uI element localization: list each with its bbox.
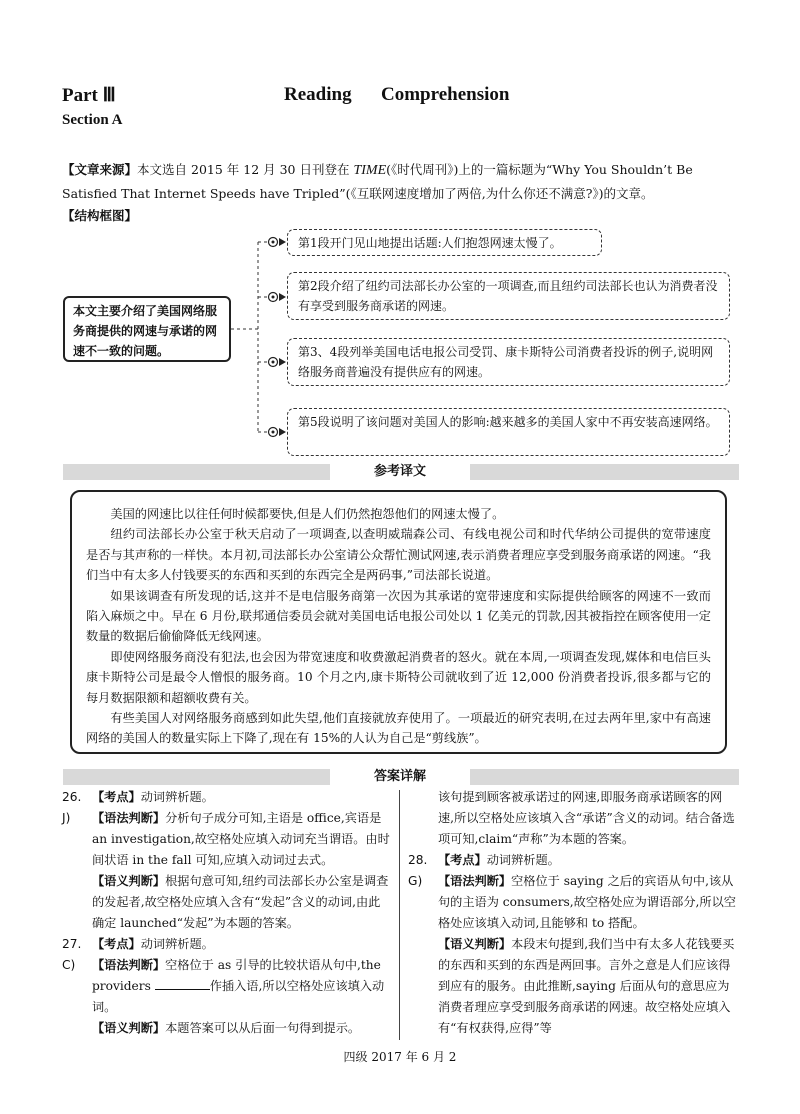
answer-tag: 【语义判断】 [92, 1021, 166, 1035]
answer-tag: 【考点】 [92, 937, 141, 951]
structure-item-4: 第5段说明了该问题对美国人的影响:越来越多的美国人家中不再安装高速网络。 [287, 408, 730, 456]
answer-text: 动词辨析题。 [140, 937, 214, 951]
answer-text: 本段末句提到,我们当中有太多人花钱要买的东西和买到的东西是两回事。言外之意是人们应该得到应有的服务。由此推断,saying 后面从句的意思应为消费者理应享受到服务商承诺的网速。故空格处应填入有“有权获得,应得”等 [438, 937, 735, 1035]
answers-left-column [62, 787, 390, 1039]
section-label: Section A [62, 112, 123, 128]
answer-key: 26. [62, 790, 82, 804]
answer-tag: 【考点】 [438, 853, 487, 867]
answers-title: 答案详解 [330, 769, 470, 785]
answer-row [62, 934, 390, 955]
answer-key: J) [62, 811, 71, 825]
source-text-2: (《时代周刊》)上的一篇标题为“Why You Shouldn’t Be Satisfied That Internet Speeds have Tripled”(《互联网速度增加了两倍,为什么你还不满意?》)的文章。 [62, 162, 693, 201]
answer-row [62, 1018, 390, 1039]
answer-text: 作插入语,所以空格处应该填入动词。 [92, 979, 385, 1014]
answer-key [408, 934, 438, 1039]
answer-row [62, 871, 390, 934]
answer-key: C) [62, 958, 76, 972]
answer-tag: 【语义判断】 [438, 937, 512, 951]
source-magazine: TIME [353, 163, 387, 178]
translation-title: 参考译文 [330, 464, 470, 480]
answer-key: G) [408, 874, 423, 888]
answer-text: 该句提到顾客被承诺过的网速,即服务商承诺顾客的网速,所以空格处应该填入含“承诺”含义的动词。结合备选项可知,claim“声称”为本题的答案。 [438, 790, 735, 846]
answer-text: 空格位于 saying 之后的宾语从句中,该从句的主语为 consumers,故空格处应为谓语部分,所以空格处应该填入动词,且能够和 to 搭配。 [438, 874, 736, 930]
answer-tag: 【语义判断】 [92, 874, 166, 888]
answer-key [62, 1018, 92, 1039]
structure-item-2: 第2段介绍了纽约司法部长办公室的一项调查,而且纽约司法部长也认为消费者没有享受到服务商承诺的网速。 [287, 272, 730, 320]
answer-tag: 【语法判断】 [92, 811, 166, 825]
answer-key [408, 787, 438, 850]
translation-paragraph: 如果该调查有所发现的话,这并不是电信服务商第一次因为其承诺的宽带速度和实际提供给顾客的网速不一致而陷入麻烦之中。早在 6 月份,联邦通信委员会就对美国电话电报公司处以 1 亿美元的罚款,因其被指控在顾客使用一定数量的数据后偷偷降低无线网速。 [86, 588, 711, 644]
answer-tag: 【考点】 [92, 790, 141, 804]
answer-key [62, 871, 92, 934]
answer-row [62, 808, 390, 871]
structure-label: 【结构框图】 [62, 208, 138, 223]
answer-row [408, 871, 738, 934]
answer-blank [155, 977, 210, 990]
translation-paragraph: 有些美国人对网络服务商感到如此失望,他们直接就放弃使用了。一项最近的研究表明,在过去两年里,家中有高速网络的美国人的数量实际上下降了,现在有 15%的人认为自己是“剪线族”。 [86, 711, 711, 746]
answer-text: 根据句意可知,纽约司法部长办公室是调查的发起者,故空格处应填入含有“发起”含义的动词,由此确定 launched“发起”为本题的答案。 [92, 874, 389, 930]
translation-paragraph: 美国的网速比以往任何时候都要快,但是人们仍然抱怨他们的网速太慢了。 [110, 507, 505, 521]
column-divider [399, 790, 400, 1040]
part-label: Part Ⅲ [62, 85, 116, 106]
page-title-reading: Reading [284, 84, 352, 105]
structure-item-3: 第3、4段列举美国电话电报公司受罚、康卡斯特公司消费者投诉的例子,说明网络服务商普遍没有提供应有的网速。 [287, 338, 730, 386]
page-title-comprehension: Comprehension [381, 84, 510, 105]
answer-row [62, 787, 390, 808]
page-footer: 四级 2017 年 6 月 2 [343, 1050, 457, 1064]
answer-text: 空格位于 as 引导的比较状语从句中,the providers [92, 958, 381, 993]
translation-paragraph: 纽约司法部长办公室于秋天启动了一项调查,以查明威瑞森公司、有线电视公司和时代华纳公司提供的宽带速度是否与其声称的一样快。本月初,司法部长办公室请公众帮忙测试网速,表示消费者理应享受到服务商承诺的网速。“我们当中有太多人付钱要买的东西和买到的东西完全是两码事,”司法部长说道。 [86, 527, 711, 583]
structure-item-1: 第1段开门见山地提出话题:人们抱怨网速太慢了。 [287, 229, 602, 256]
translation-box [70, 490, 727, 754]
source-text-1: 本文选自 2015 年 12 月 30 日刊登在 [137, 162, 354, 177]
translation-paragraph: 即使网络服务商没有犯法,也会因为带宽速度和收费激起消费者的怒火。就在本周,一项调查发现,媒体和电信巨头康卡斯特公司是最令人憎恨的服务商。10 个月之内,康卡斯特公司就收到了近 12,000 份消费者投诉,很多都与它的每月数据限额和超额收费有关。 [86, 649, 711, 705]
source-label: 【文章来源】 [62, 162, 138, 177]
answer-key: 27. [62, 937, 82, 951]
answers-right-column [408, 787, 738, 1039]
answer-row [408, 850, 738, 871]
answer-row [408, 787, 738, 850]
structure-main-box: 本文主要介绍了美国网络服务商提供的网速与承诺的网速不一致的问题。 [63, 296, 231, 362]
answer-text: 动词辨析题。 [486, 853, 560, 867]
answer-key: 28. [408, 853, 428, 867]
answer-text: 动词辨析题。 [140, 790, 214, 804]
answer-row [408, 934, 738, 1039]
answer-text: 本题答案可以从后面一句得到提示。 [165, 1021, 361, 1035]
answer-row [62, 955, 390, 1018]
answer-tag: 【语法判断】 [438, 874, 512, 888]
answer-tag: 【语法判断】 [92, 958, 166, 972]
answer-text: 分析句子成分可知,主语是 office,宾语是 an investigation,故空格处应填入动词充当谓语。由时间状语 in the fall 可知,应填入动词过去式。 [92, 811, 390, 867]
